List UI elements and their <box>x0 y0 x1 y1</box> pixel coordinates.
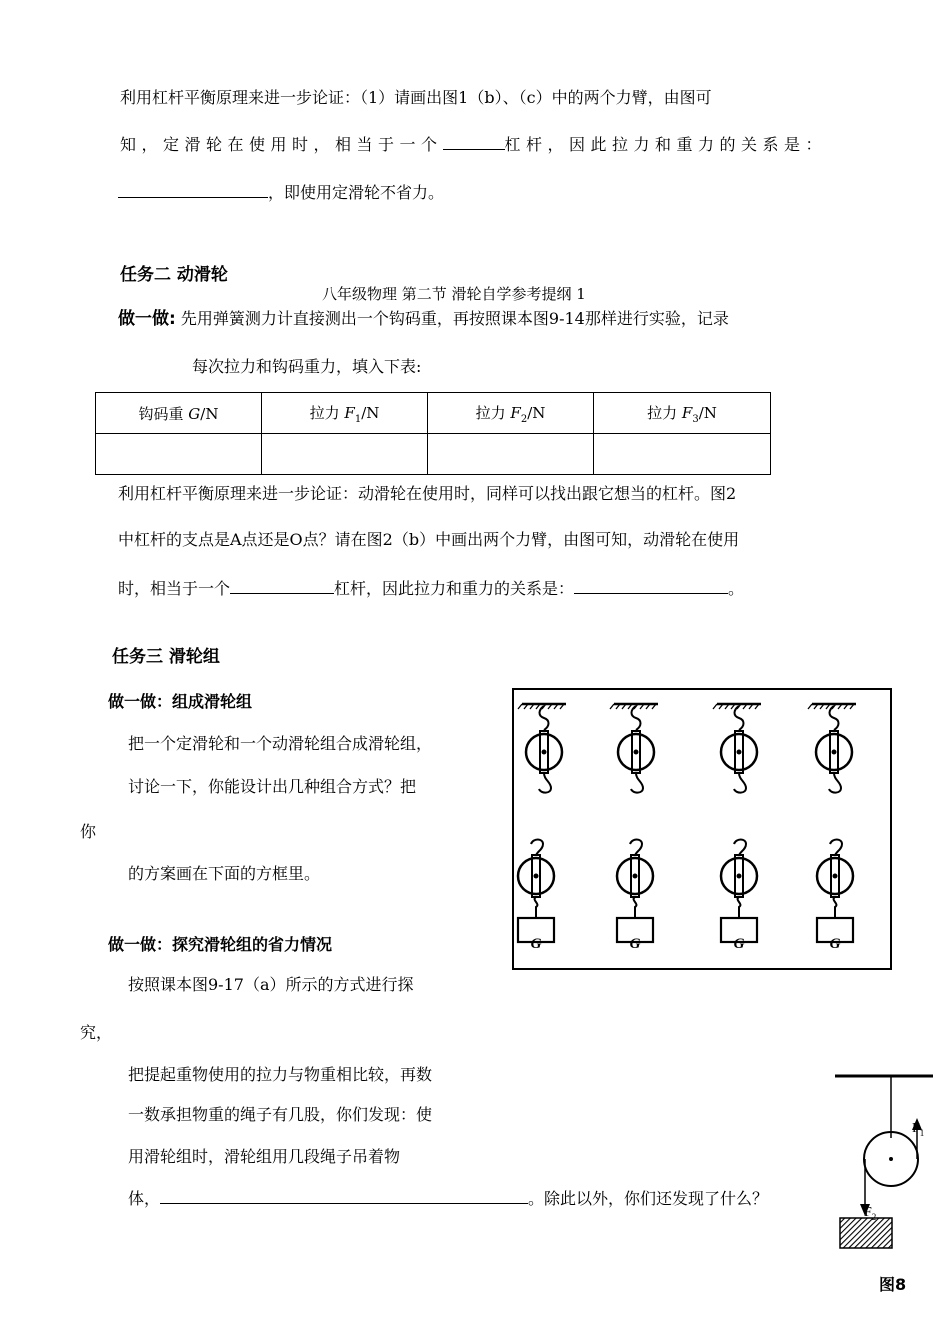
paragraph-line: 用滑轮组时，滑轮组用几段绳子吊着物 <box>128 1147 401 1166</box>
paragraph-line: 的方案画在下面的方框里。 <box>128 864 321 883</box>
paragraph-line <box>128 1188 768 1209</box>
section-title: 任务二 动滑轮 <box>120 265 228 285</box>
pulley-drawing-box[interactable] <box>512 688 892 970</box>
text-fragment: 先用弹簧测力计直接测出一个钩码重，再按照课本图9-14那样进行实验，记录 <box>180 309 729 328</box>
text-fragment: 。除此以外，你们还发现了什么？ <box>528 1189 769 1208</box>
paragraph-line: 按照课本图9-17（a）所示的方式进行探 <box>128 975 414 994</box>
table-header-row <box>96 393 771 434</box>
fill-blank[interactable] <box>230 578 334 594</box>
paragraph-line: 一数承担物重的绳子有几股，你们发现：使 <box>128 1105 433 1124</box>
subsection-title: 做一做：探究滑轮组的省力情况 <box>108 935 333 954</box>
text-fragment: 时，相当于一个 <box>118 579 231 598</box>
paragraph-line: 讨论一下，你能设计出几种组合方式？把 <box>128 777 417 796</box>
figure-8-fixed-pulley <box>830 1068 940 1258</box>
text-fragment: 杠杆，因此拉力和重力的关系是： <box>504 135 828 154</box>
section-title: 任务三 滑轮组 <box>112 647 220 667</box>
paragraph-line <box>118 182 444 203</box>
text-fragment: 杠杆，因此拉力和重力的关系是： <box>334 579 575 598</box>
weight-label: G <box>829 936 841 952</box>
text-fragment: 。 <box>728 579 745 598</box>
paragraph-line: 每次拉力和钩码重力，填入下表: <box>192 357 422 376</box>
pulley-sketches <box>514 690 890 968</box>
paragraph-line: 把一个定滑轮和一个动滑轮组合成滑轮组， <box>128 734 433 753</box>
data-table <box>95 392 771 475</box>
force-label-f1: $F_1$ <box>912 1121 925 1138</box>
paragraph-line <box>120 134 827 155</box>
paragraph-line <box>118 578 744 599</box>
fill-blank[interactable] <box>443 134 505 150</box>
paragraph-line: 利用杠杆平衡原理来进一步论证：（1）请画出图1（b）、（c）中的两个力臂，由图可 <box>120 88 712 107</box>
weight-label: G <box>530 936 542 952</box>
table-header-cell: 拉力 $F_2/N$ <box>428 393 594 434</box>
paragraph-line: 利用杠杆平衡原理来进一步论证：动滑轮在使用时，同样可以找出跟它想当的杠杆。图2 <box>118 484 737 503</box>
table-header-cell: 钩码重 G/N <box>96 393 262 434</box>
weight-label: G <box>629 936 641 952</box>
table-cell[interactable] <box>96 434 262 475</box>
figure-caption: 图8 <box>879 1275 907 1294</box>
table-row <box>96 434 771 475</box>
do-label: 做一做: <box>118 309 176 329</box>
paragraph-line <box>118 309 729 329</box>
page-header: 八年级物理 第二节 滑轮自学参考提纲 1 <box>322 285 586 303</box>
fill-blank[interactable] <box>574 578 728 594</box>
fill-blank[interactable] <box>160 1188 528 1204</box>
text-fragment: 体， <box>128 1189 161 1208</box>
table-cell[interactable] <box>428 434 594 475</box>
subsection-title: 做一做：组成滑轮组 <box>108 692 253 711</box>
text-fragment: ，即使用定滑轮不省力。 <box>268 183 445 202</box>
table-header-cell: 拉力 $F_3/N$ <box>594 393 771 434</box>
weight-label: G <box>733 936 745 952</box>
table-cell[interactable] <box>262 434 428 475</box>
paragraph-line: 究， <box>80 1023 113 1042</box>
text-fragment: 知，定滑轮在使用时，相当于一个 <box>120 135 443 154</box>
table-header-cell: 拉力 $F_1/N$ <box>262 393 428 434</box>
paragraph-line: 你 <box>80 822 97 841</box>
paragraph-line: 中杠杆的支点是A点还是O点？请在图2（b）中画出两个力臂，由图可知，动滑轮在使用 <box>118 530 740 549</box>
paragraph-line: 把提起重物使用的拉力与物重相比较，再数 <box>128 1065 433 1084</box>
fill-blank[interactable] <box>118 182 268 198</box>
force-label-f2: $F_2$ <box>864 1205 877 1222</box>
table-cell[interactable] <box>594 434 771 475</box>
